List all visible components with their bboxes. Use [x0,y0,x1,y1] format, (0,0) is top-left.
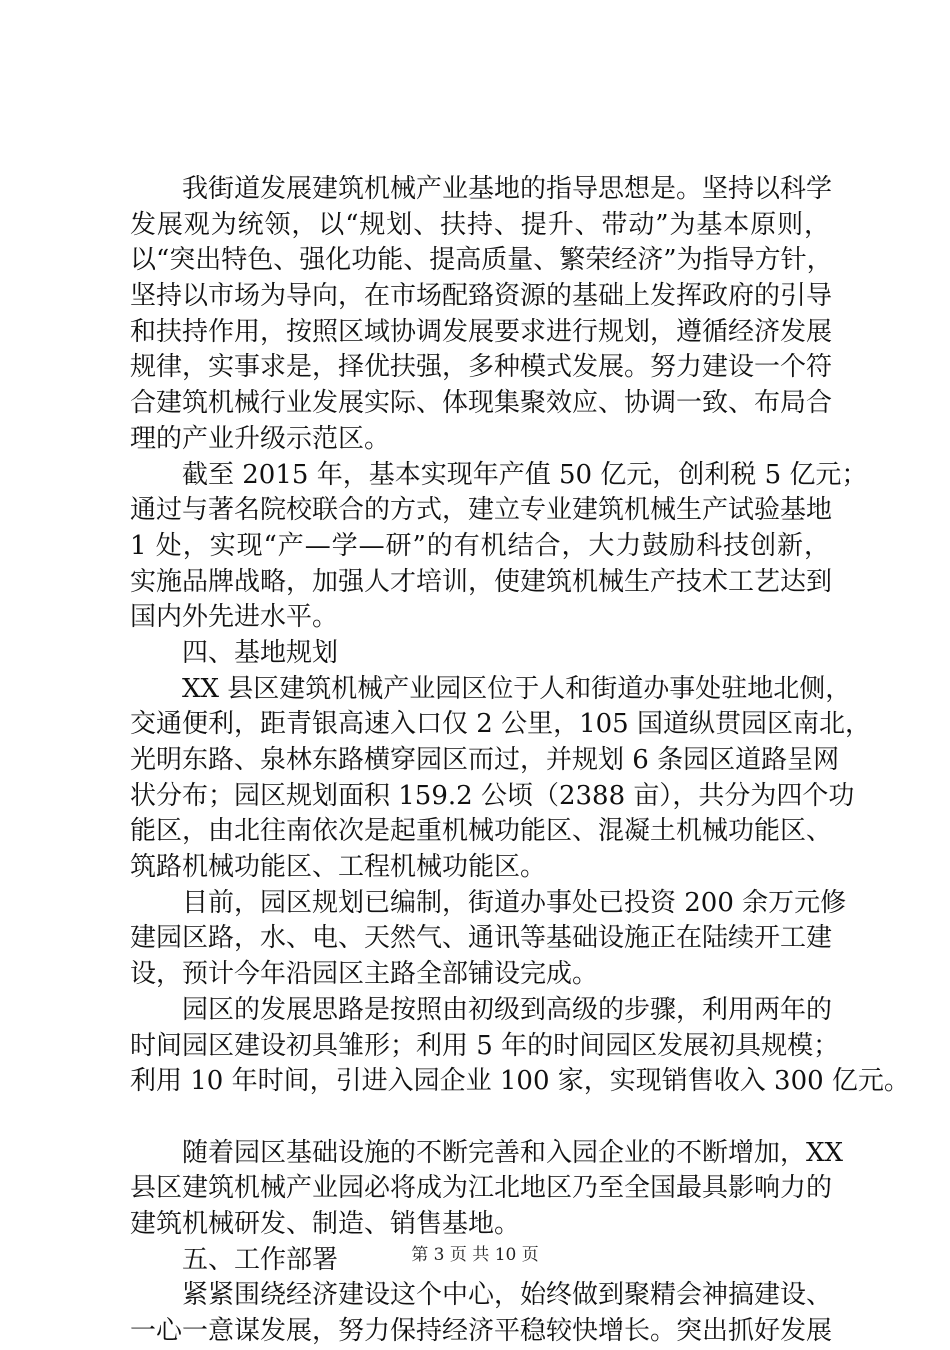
text-line: 能区，由北往南依次是起重机械功能区、混凝土机械功能区、 [130,816,833,847]
text-line: 理的产业升级示范区。 [130,423,391,454]
text-line: 1 处，实现“产—学—研”的有机结合，大力鼓励科技创新， [130,530,830,561]
text-line: 五、工作部署 [182,1244,339,1275]
text-line: 目前，园区规划已编制，街道办事处已投资 200 余万元修 [182,887,847,918]
text-line: 一心一意谋发展，努力保持经济平稳较快增长。突出抓好发展 [130,1316,833,1346]
text-line: 国内外先进水平。 [130,602,339,633]
text-line: 筑路机械功能区、工程机械功能区。 [130,852,547,883]
text-line: 光明东路、泉林东路横穿园区而过，并规划 6 条园区道路呈网 [130,745,840,775]
blank-line [130,1100,830,1136]
text-line: 截至 2015 年，基本实现年产值 50 亿元，创利税 5 亿元； [182,459,868,490]
text-line: 随着园区基础设施的不断完善和入园企业的不断增加，XX [182,1137,844,1168]
text-line: 园区的发展思路是按照由初级到高级的步骤，利用两年的 [182,994,833,1025]
text-line: 通过与著名院校联合的方式，建立专业建筑机械生产试验基地 [130,495,833,526]
text-line: 实施品牌战略，加强人才培训，使建筑机械生产技术工艺达到 [130,566,833,597]
document-body [130,172,910,1350]
text-line: 紧紧围绕经济建设这个中心，始终做到聚精会神搞建设、 [182,1280,833,1311]
text-line: 我街道发展建筑机械产业基地的指导思想是。坚持以科学 [182,174,833,204]
text-line: 建园区路，水、电、天然气、通讯等基础设施正在陆续开工建 [130,923,833,954]
text-line: 利用 10 年时间，引进入园企业 100 家，实现销售收入 300 亿元。 [130,1066,910,1097]
text-line: 坚持以市场为导向，在市场配臵资源的基础上发挥政府的引导 [130,281,833,312]
text-line: 建筑机械研发、制造、销售基地。 [130,1208,521,1239]
text-line: 规律，实事求是，择优扶强，多种模式发展。努力建设一个符 [130,352,833,383]
text-line: 时间园区建设初具雏形；利用 5 年的时间园区发展初具规模； [130,1030,840,1061]
text-line: 以“突出特色、强化功能、提高质量、繁荣经济”为指导方针， [130,245,833,276]
text-line: 县区建筑机械产业园必将成为江北地区乃至全国最具影响力的 [130,1173,833,1204]
text-line: 发展观为统领，以“规划、扶持、提升、带动”为基本原则， [130,209,830,240]
text-line: XX 县区建筑机械产业园区位于人和街道办事处驻地北侧， [182,673,852,704]
page-number-footer: 第 3 页 共 10 页 [411,1245,539,1265]
text-line: 状分布；园区规划面积 159.2 公顷（2388 亩），共分为四个功 [130,780,855,811]
text-line: 交通便利，距青银高速入口仅 2 公里，105 国道纵贯园区南北， [130,709,871,740]
text-line: 四、基地规划 [182,637,339,668]
text-line: 和扶持作用，按照区域协调发展要求进行规划，遵循经济发展 [130,316,833,347]
text-line: 设，预计今年沿园区主路全部铺设完成。 [130,959,599,990]
text-line: 合建筑机械行业发展实际、体现集聚效应、协调一致、布局合 [130,388,833,419]
